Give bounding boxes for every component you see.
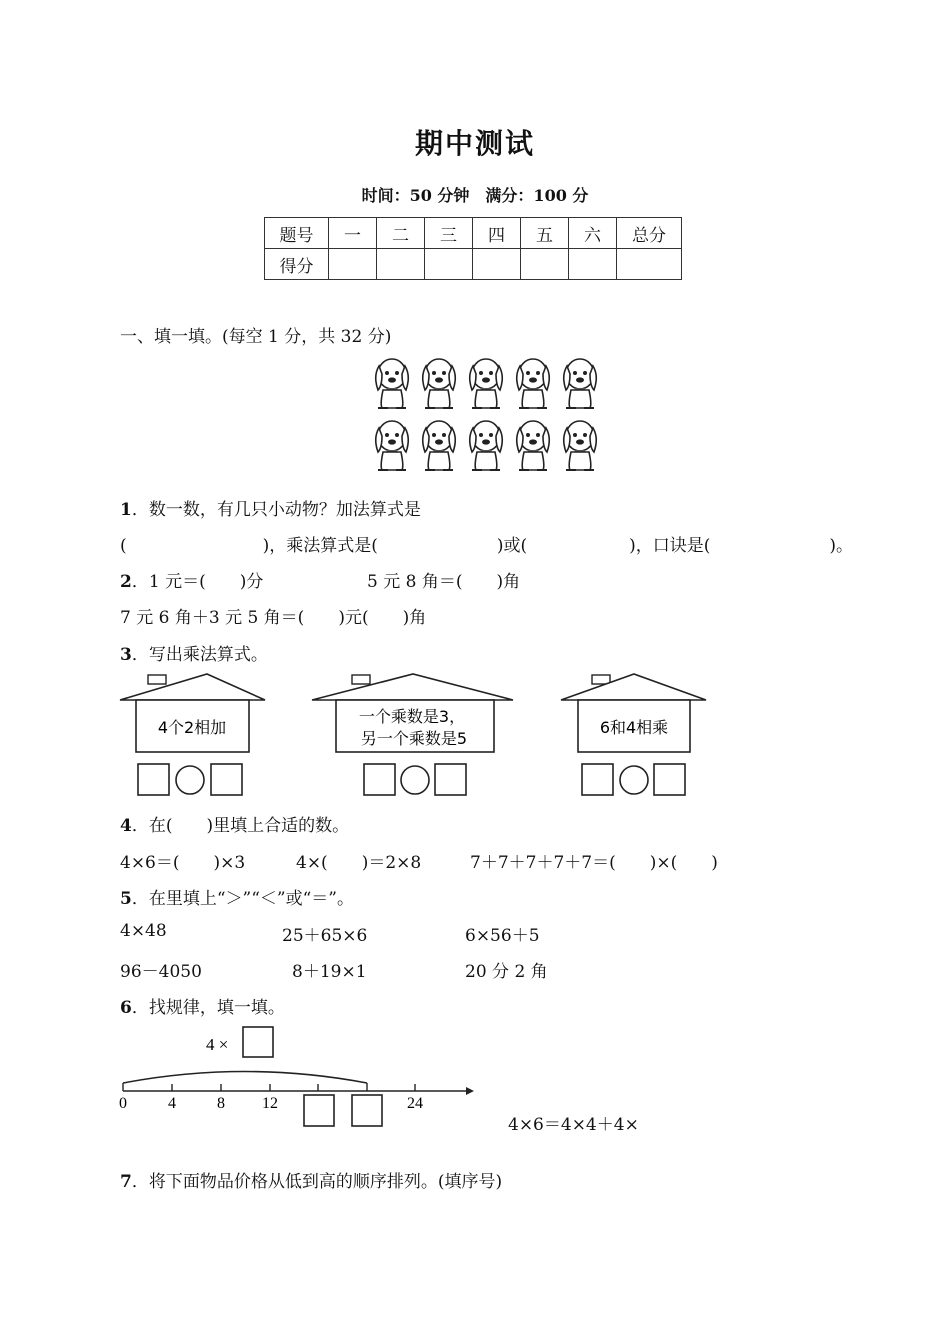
tick-label: 12 (262, 1095, 278, 1112)
q5-item[interactable]: 4×48 (120, 921, 167, 941)
score-cell[interactable] (569, 249, 617, 280)
score-cell[interactable] (617, 249, 682, 280)
q6-equation: 4×6＝4×4＋4× (508, 1115, 639, 1135)
table-cell: 五 (521, 218, 569, 249)
q4-part-a[interactable]: 4×6＝( )×3 (120, 853, 246, 873)
answer-box[interactable] (582, 764, 613, 795)
tick-label: 0 (119, 1095, 127, 1112)
question-6: 6．找规律，填一填。 (120, 998, 285, 1018)
house-2-label-line2: 另一个乘数是5 (360, 729, 468, 748)
q5-item[interactable]: 25＋65×6 (282, 926, 368, 946)
question-number: 1 (120, 500, 132, 520)
number-line (110, 1022, 490, 1134)
jump-arc (123, 1072, 367, 1084)
q5-item[interactable]: 20 分 2 角 (465, 962, 548, 982)
answer-box[interactable] (352, 1095, 382, 1126)
tick-label: 8 (217, 1095, 225, 1112)
question-text: 数一数，有几只小动物？加法算式是 (148, 500, 421, 520)
tick-label: 4 (168, 1095, 176, 1112)
q5-item[interactable]: 8＋19×1 (292, 962, 367, 982)
question-number: 2 (120, 572, 132, 592)
answer-box[interactable] (211, 764, 242, 795)
score-cell[interactable] (425, 249, 473, 280)
table-cell: 六 (569, 218, 617, 249)
q3-houses (115, 670, 715, 802)
q5-item[interactable]: 6×56＋5 (465, 926, 540, 946)
question-5: 5．在里填上“＞”“＜”或“＝”。 (120, 889, 354, 909)
operator-circle[interactable] (620, 766, 648, 794)
question-text: 找规律，填一填。 (148, 998, 285, 1018)
question-number: 3 (120, 645, 132, 665)
table-cell: 二 (377, 218, 425, 249)
house-1 (120, 674, 265, 795)
q4-part-c[interactable]: 7＋7＋7＋7＋7＝( )×( ) (470, 853, 718, 873)
score-cell[interactable] (473, 249, 521, 280)
q4-part-b[interactable]: 4×( )＝2×8 (296, 853, 422, 873)
axis-arrow (466, 1087, 474, 1095)
question-number: 4 (120, 816, 132, 836)
page-title: 期中测试 (414, 127, 535, 160)
answer-box[interactable] (435, 764, 466, 795)
section-heading: 一、填一填。(每空 1 分，共 32 分) (120, 327, 392, 347)
q2-part-a[interactable]: 1 元＝( )分 (148, 572, 264, 592)
q5-item[interactable]: 96－4050 (120, 962, 202, 982)
house-2-label-line1: 一个乘数是3， (358, 707, 466, 726)
q2-part-c[interactable]: 7 元 6 角＋3 元 5 角＝( )元( )角 (120, 608, 427, 628)
score-table (264, 217, 682, 280)
question-2: 2．1 元＝( )分 (120, 572, 264, 592)
answer-box[interactable] (364, 764, 395, 795)
table-cell: 得分 (265, 249, 329, 280)
table-cell: 四 (473, 218, 521, 249)
question-text: 在里填上“＞”“＜”或“＝”。 (148, 889, 354, 909)
tick-label: 24 (407, 1095, 423, 1112)
operator-circle[interactable] (401, 766, 429, 794)
table-cell: 总分 (617, 218, 682, 249)
house-3-label: 6和4相乘 (599, 718, 669, 737)
question-text: 将下面物品价格从低到高的顺序排列。(填序号) (148, 1172, 503, 1192)
question-number: 5 (120, 889, 132, 909)
table-cell: 一 (329, 218, 377, 249)
question-text: 写出乘法算式。 (148, 645, 268, 665)
question-number: 6 (120, 998, 132, 1018)
question-number: 7 (120, 1172, 132, 1192)
question-text: 在( )里填上合适的数。 (148, 816, 350, 836)
score-table-header-row (265, 218, 682, 249)
score-cell[interactable] (521, 249, 569, 280)
question-7: 7．将下面物品价格从低到高的顺序排列。(填序号) (120, 1172, 503, 1192)
question-3: 3．写出乘法算式。 (120, 645, 268, 665)
answer-box[interactable] (138, 764, 169, 795)
question-4: 4．在( )里填上合适的数。 (120, 816, 350, 836)
question-1: 1．数一数，有几只小动物？加法算式是 (120, 500, 421, 520)
house-1-label: 4个2相加 (157, 718, 227, 737)
answer-box[interactable] (304, 1095, 334, 1126)
house-3 (561, 674, 706, 795)
answer-box[interactable] (243, 1027, 273, 1057)
score-cell[interactable] (329, 249, 377, 280)
dog-illustration (370, 352, 610, 474)
exam-info: 时间：50 分钟 满分：100 分 (361, 186, 589, 205)
operator-circle[interactable] (176, 766, 204, 794)
score-cell[interactable] (377, 249, 425, 280)
q1-answer-line[interactable]: ( )，乘法算式是( )或( )，口诀是( )。 (120, 536, 854, 556)
table-cell: 题号 (265, 218, 329, 249)
score-table-score-row (265, 249, 682, 280)
answer-box[interactable] (654, 764, 685, 795)
q2-part-b[interactable]: 5 元 8 角＝( )角 (367, 572, 521, 592)
multiplier-label: 4 × (206, 1035, 229, 1054)
table-cell: 三 (425, 218, 473, 249)
house-2 (312, 674, 513, 795)
